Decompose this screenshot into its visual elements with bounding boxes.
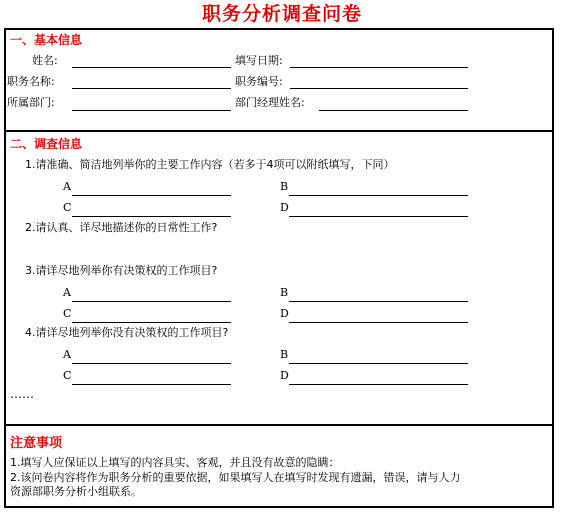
option-label-b: B <box>280 180 289 193</box>
ellipsis: …… <box>10 387 34 401</box>
answer-field-b[interactable] <box>289 195 468 196</box>
option-label-c: C <box>63 201 72 214</box>
note-line-2: 2.该问卷内容将作为职务分析的重要依据，如果填写人在填写时发现有遗漏，错误，请与人力 <box>10 471 461 484</box>
answer-field-d[interactable] <box>289 216 468 217</box>
name-label: 姓名: <box>32 54 58 67</box>
note-line-2-cont: 资源部职务分析小组联系。 <box>10 485 142 498</box>
question-4: 4.请详尽地列举你没有决策权的工作项目? <box>25 326 229 339</box>
position-name-field[interactable] <box>72 88 231 89</box>
answer-field-a[interactable] <box>72 301 231 302</box>
answer-field-b[interactable] <box>289 363 468 364</box>
question-1: 1.请准确、简洁地列举你的主要工作内容（若多于4项可以附纸填写，下同） <box>25 158 395 171</box>
answer-field-a[interactable] <box>72 363 231 364</box>
section-divider <box>4 130 554 132</box>
option-label-c: C <box>63 369 72 382</box>
department-label: 所属部门: <box>7 96 55 109</box>
option-label-d: D <box>280 369 289 382</box>
fill-date-label: 填写日期: <box>235 54 283 67</box>
name-field[interactable] <box>72 67 231 68</box>
section-heading-survey: 二、调查信息 <box>10 137 83 151</box>
position-name-label: 职务名称: <box>7 75 55 88</box>
section-heading-basic: 一、基本信息 <box>10 33 83 47</box>
option-label-b: B <box>280 348 289 361</box>
note-line-1: 1.填写人应保证以上填写的内容具实、客观，并且没有故意的隐瞒： <box>10 456 340 469</box>
option-label-a: A <box>63 180 71 193</box>
option-label-a: A <box>63 286 71 299</box>
question-3: 3.请详尽地列举你有决策权的工作项目? <box>25 264 218 277</box>
dept-manager-label: 部门经理姓名: <box>235 96 305 109</box>
answer-field-c[interactable] <box>72 216 231 217</box>
option-label-a: A <box>63 348 71 361</box>
department-field[interactable] <box>72 110 231 111</box>
dept-manager-field[interactable] <box>319 110 468 111</box>
option-label-d: D <box>280 201 289 214</box>
answer-field-d[interactable] <box>289 384 468 385</box>
answer-field-d[interactable] <box>289 322 468 323</box>
page-title: 职务分析调查问卷 <box>201 3 362 25</box>
question-2: 2.请认真、详尽地描述你的日常性工作? <box>25 221 218 234</box>
answer-field-c[interactable] <box>72 384 231 385</box>
option-label-d: D <box>280 307 289 320</box>
answer-field-a[interactable] <box>72 195 231 196</box>
fill-date-field[interactable] <box>290 67 468 68</box>
answer-field-c[interactable] <box>72 322 231 323</box>
option-label-b: B <box>280 286 289 299</box>
option-label-c: C <box>63 307 72 320</box>
section-divider <box>4 424 554 426</box>
answer-field-b[interactable] <box>289 301 468 302</box>
position-code-field[interactable] <box>290 88 468 89</box>
notes-heading: 注意事项 <box>10 436 63 451</box>
position-code-label: 职务编号: <box>235 75 283 88</box>
